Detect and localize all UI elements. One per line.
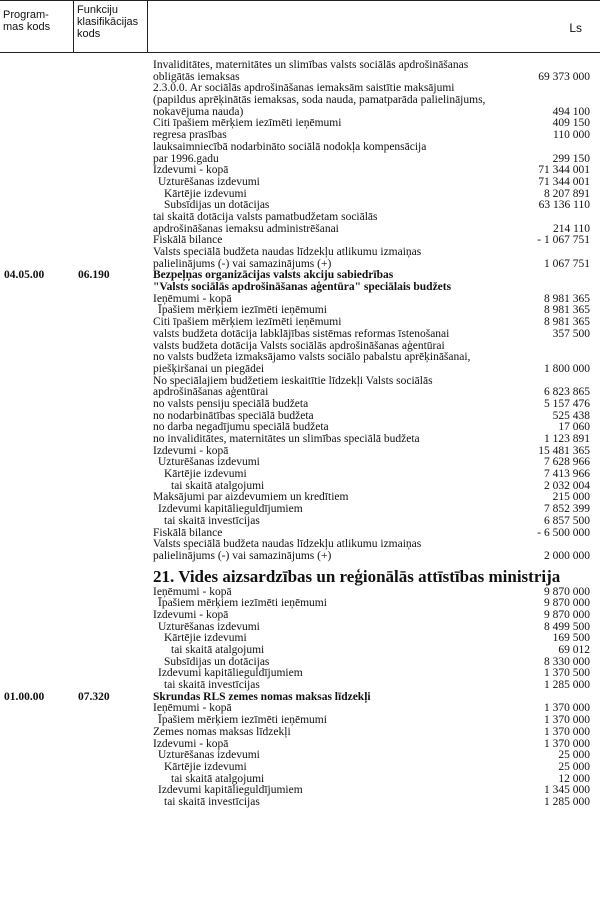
row-label: Izdevumi - kopā [153, 608, 229, 621]
row-amount: 1 370 000 [544, 702, 590, 715]
row-amount: 1 370 000 [544, 737, 590, 750]
row-amount: 525 438 [552, 409, 590, 422]
row-amount: 7 628 966 [544, 456, 590, 469]
row-label: Izdevumi kapitālieguldījumiem [158, 503, 303, 516]
row-amount: 8 981 365 [544, 316, 590, 329]
row-label: Fiskālā bilance [153, 526, 223, 539]
table-row [0, 750, 600, 762]
row-label: valsts budžeta dotācija Valsts sociālās apdrošināšanas aģentūrai [153, 339, 445, 352]
row-label: Bezpeļņas organizācijas valsts akciju sabiedrības [153, 269, 394, 282]
row-label: Īpašiem mērķiem iezīmēti ieņēmumi [158, 597, 327, 610]
row-label: no valsts pensiju speciālā budžeta [153, 397, 309, 410]
table-row [0, 282, 600, 294]
table-row [0, 610, 600, 622]
table-row [0, 797, 600, 809]
row-amount: 9 870 000 [544, 585, 590, 598]
row-label: Kārtējie izdevumi [164, 468, 247, 481]
row-amount: 1 123 891 [544, 433, 590, 445]
row-label: tai skaitā investīcijas [164, 679, 260, 692]
row-amount: 9 870 000 [544, 597, 590, 610]
row-amount: 494 100 [552, 105, 590, 118]
column-divider-2 [147, 0, 148, 52]
row-amount: 8 207 891 [544, 187, 590, 200]
row-amount: 25 000 [558, 749, 590, 762]
table-row [0, 142, 600, 154]
section-heading [0, 563, 600, 587]
row-label: no darba negadījumu speciālā budžeta [153, 421, 329, 434]
row-amount: 1 285 000 [544, 679, 590, 692]
header-bottom-rule [0, 52, 600, 53]
row-label: Uzturēšanas izdevumi [158, 456, 260, 469]
table-row [0, 504, 600, 516]
row-label: "Valsts sociālās apdrošināšanas aģentūra" speciālais budžets [153, 281, 452, 294]
table-header [0, 0, 600, 52]
table-row [0, 189, 600, 201]
row-label: Izdevumi kapitālieguldījumiem [158, 667, 303, 680]
row-amount: 1 067 751 [544, 257, 590, 270]
table-row [0, 364, 600, 376]
row-label: par 1996.gadu [153, 152, 219, 165]
table-row [0, 622, 600, 634]
row-amount: 17 060 [558, 421, 590, 434]
row-amount: 6 823 865 [544, 386, 590, 399]
row-amount: 357 500 [552, 327, 590, 340]
table-row [0, 680, 600, 692]
function-code: 07.320 [78, 690, 110, 703]
row-amount: 1 370 000 [544, 714, 590, 727]
row-amount: 8 981 365 [544, 292, 590, 305]
row-label: Kārtējie izdevumi [164, 760, 247, 773]
header-top-rule [0, 0, 600, 1]
header-function-code: Funkciju klasifikācijas kods [77, 4, 139, 40]
row-amount: 8 330 000 [544, 655, 590, 668]
table-row [0, 645, 600, 657]
row-label: Īpašiem mērķiem iezīmēti ieņēmumi [158, 714, 327, 727]
row-label: Uzturēšanas izdevumi [158, 620, 260, 633]
table-row [0, 154, 600, 166]
row-amount: 1 800 000 [544, 362, 590, 375]
table-row [0, 668, 600, 680]
row-amount: 12 000 [558, 772, 590, 785]
table-row [0, 551, 600, 563]
row-amount: 110 000 [553, 129, 590, 142]
row-label: tai skaitā investīcijas [164, 795, 260, 808]
row-amount: 25 000 [558, 760, 590, 773]
row-amount: 63 136 110 [538, 199, 590, 212]
row-label: tai skaitā atalgojumi [171, 644, 265, 656]
table-row [0, 598, 600, 610]
section-heading-text: 21. Vides aizsardzības un reģionālās attīstības ministrija [153, 566, 561, 586]
row-amount: 1 285 000 [544, 795, 590, 808]
row-label: lauksaimniecībā nodarbināto sociālā nodokļa kompensācija [153, 140, 427, 153]
row-amount: - 6 500 000 [537, 526, 590, 539]
row-label: no nodarbinātības speciālā budžeta [153, 409, 314, 422]
row-label: apdrošināšanas iemaksu administrēšanai [153, 222, 339, 235]
row-label: Subsīdijas un dotācijas [164, 199, 270, 212]
table-row [0, 434, 600, 446]
row-label: Maksājumi par aizdevumiem un kredītiem [153, 491, 349, 504]
table-row [0, 739, 600, 751]
row-label: Ieņēmumi - kopā [153, 702, 232, 715]
header-currency: Ls [569, 21, 582, 35]
row-label: Valsts speciālā budžeta naudas līdzekļu atlikumu izmaiņas [153, 246, 422, 258]
row-label: Ieņēmumi - kopā [153, 585, 232, 598]
row-amount: 6 857 500 [544, 514, 590, 527]
table-row [0, 95, 600, 107]
row-amount: 8 981 365 [544, 304, 590, 317]
table-row [0, 60, 600, 72]
table-row [0, 633, 600, 645]
budget-table-body [0, 60, 600, 809]
table-row [0, 457, 600, 469]
row-label: Uzturēšanas izdevumi [158, 749, 260, 762]
row-amount: 9 870 000 [544, 608, 590, 621]
row-label: Uzturēšanas izdevumi [158, 175, 260, 188]
table-row [0, 785, 600, 797]
row-label: palielinājums (-) vai samazinājums (+) [153, 257, 332, 270]
table-row [0, 165, 600, 177]
row-amount: 1 370 000 [544, 725, 590, 738]
function-code: 06.190 [78, 269, 110, 282]
table-row [0, 177, 600, 189]
table-row [0, 516, 600, 528]
row-amount: 8 499 500 [544, 620, 590, 633]
program-code: 01.00.00 [4, 690, 45, 703]
program-title-row [0, 692, 600, 704]
row-label: tai skaitā dotācija valsts pamatbudžetam sociālās [153, 210, 378, 223]
row-label: Valsts speciālā budžeta naudas līdzekļu atlikumu izmaiņas [153, 538, 422, 551]
row-label: (papildus aprēķinātās iemaksas, soda nauda, pamatparāda palielinājums, [153, 94, 486, 107]
row-label: Kārtējie izdevumi [164, 632, 247, 645]
row-label: Izdevumi kapitālieguldījumiem [158, 784, 303, 797]
row-label: Izdevumi - kopā [153, 737, 229, 750]
row-label: nokavējuma nauda) [153, 105, 244, 118]
row-amount: 15 481 365 [538, 444, 590, 457]
row-amount: - 1 067 751 [537, 234, 590, 247]
row-label: piešķiršanai un piegādei [153, 362, 265, 375]
row-label: Izdevumi - kopā [153, 164, 229, 177]
row-label: Ieņēmumi - kopā [153, 292, 232, 305]
table-row [0, 469, 600, 481]
row-label: tai skaitā investīcijas [164, 514, 260, 527]
table-row [0, 247, 600, 259]
row-label: no invaliditātes, maternitātes un slimības speciālā budžeta [153, 433, 420, 445]
row-label: Subsīdijas un dotācijas [164, 655, 270, 668]
row-amount: 215 000 [552, 491, 590, 504]
row-amount: 1 370 500 [544, 667, 590, 680]
row-label: Invaliditātes, maternitātes un slimības valsts sociālās apdrošināšanas [153, 59, 469, 71]
row-amount: 71 344 001 [538, 164, 590, 177]
row-label: Fiskālā bilance [153, 234, 223, 247]
header-program-code: Program- mas kods [3, 9, 51, 33]
row-label: tai skaitā atalgojumi [171, 772, 265, 785]
table-row [0, 727, 600, 739]
row-label: Izdevumi - kopā [153, 444, 229, 457]
row-amount: 2 000 000 [544, 549, 590, 562]
row-amount: 409 150 [552, 117, 590, 130]
row-label: tai skaitā atalgojumi [171, 479, 265, 492]
row-label: Zemes nomas maksas līdzekļi [153, 725, 291, 738]
table-row [0, 212, 600, 224]
table-row [0, 446, 600, 458]
row-label: apdrošināšanas aģentūrai [153, 386, 269, 399]
table-row [0, 329, 600, 341]
row-label: Citi īpašiem mērķiem iezīmēti ieņēmumi [153, 316, 342, 329]
row-label: no valsts budžeta izmaksājamo valsts sociālo pabalstu aprēķināšanai, [153, 351, 471, 364]
row-amount: 71 344 001 [538, 175, 590, 188]
row-label: regresa prasības [153, 129, 227, 142]
row-label: No speciālajiem budžetiem ieskaitītie līdzekļi Valsts sociālās [153, 374, 433, 387]
row-label: Kārtējie izdevumi [164, 187, 247, 200]
row-label: 2.3.0.0. Ar sociālās apdrošināšanas iemaksām saistītie maksājumi [153, 82, 455, 95]
table-row [0, 715, 600, 727]
row-label: valsts budžeta dotācija labklājības sistēmas reformas īstenošanai [153, 327, 450, 340]
row-label: Īpašiem mērķiem iezīmēti ieņēmumi [158, 304, 327, 317]
table-row [0, 376, 600, 388]
row-amount: 2 032 004 [544, 479, 590, 492]
row-amount: 299 150 [552, 152, 590, 165]
program-code: 04.05.00 [4, 269, 45, 282]
column-divider-1 [73, 0, 74, 52]
row-amount: 1 345 000 [544, 784, 590, 797]
row-amount: 7 852 399 [544, 503, 590, 516]
row-amount: 69 012 [558, 644, 590, 656]
row-label: obligātās iemaksas [153, 70, 240, 83]
row-amount: 7 413 966 [544, 468, 590, 481]
row-amount: 69 373 000 [538, 70, 590, 83]
table-row [0, 352, 600, 364]
row-amount: 214 110 [553, 222, 590, 235]
row-label: Citi īpašiem mērķiem iezīmēti ieņēmumi [153, 117, 342, 130]
table-row [0, 224, 600, 236]
row-amount: 5 157 476 [544, 397, 590, 410]
table-row [0, 399, 600, 411]
row-amount: 169 500 [552, 632, 590, 645]
row-label: Skrundas RLS zemes nomas maksas līdzekļi [153, 690, 371, 703]
table-row [0, 118, 600, 130]
table-row [0, 762, 600, 774]
row-label: palielinājums (-) vai samazinājums (+) [153, 549, 332, 562]
